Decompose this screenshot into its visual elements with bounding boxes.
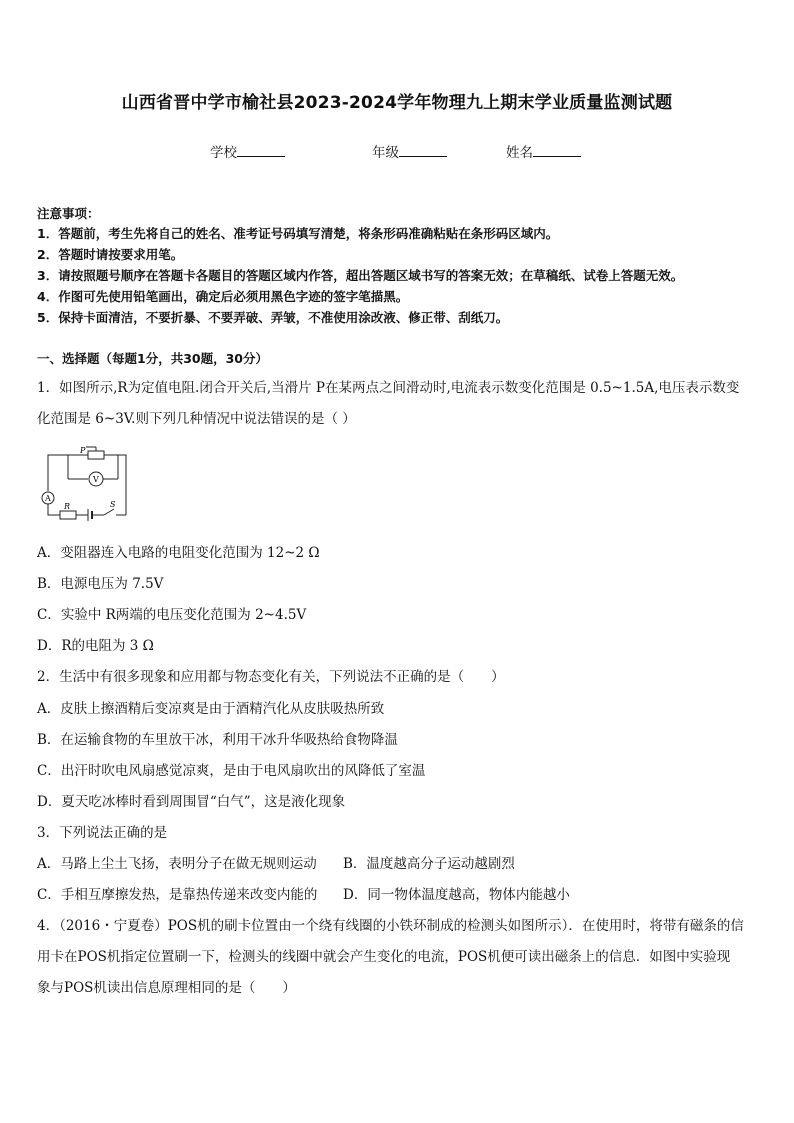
circuit-diagram [38, 445, 133, 523]
q3-option-d: D．同一物体温度越高，物体内能越小 [343, 887, 570, 903]
notice-item: 4．作图可先使用铅笔画出，确定后必须用黑色字迹的签字笔描黑。 [37, 289, 409, 304]
notice-item: 2．答题时请按要求用笔。 [37, 247, 184, 262]
q2-stem: 2．生活中有很多现象和应用都与物态变化有关，下列说法不正确的是（ ） [37, 669, 505, 685]
q4-stem: 象与POS机读出信息原理相同的是（ ） [37, 980, 296, 996]
name-blank [533, 142, 581, 157]
q1-option-d: D．R的电阻为 3 Ω [37, 638, 154, 654]
q3-option-a: A．马路上尘土飞扬，表明分子在做无规则运动 [37, 856, 317, 872]
q1-stem: 1．如图所示,R为定值电阻.闭合开关后,当滑片 P在某两点之间滑动时,电流表示数变化范围是 0.5~1.5A,电压表示数变 [37, 380, 740, 396]
q4-stem: 4．（2016・宁夏卷）POS机的刷卡位置由一个绕有线圈的小铁环制成的检测头如图所示）．在使用时，将带有磁条的信 [37, 918, 744, 934]
q1-option-c: C．实验中 R两端的电压变化范围为 2~4.5V [37, 607, 307, 623]
label-r: R [64, 502, 71, 511]
grade-label: 年级 [372, 145, 399, 161]
school-label: 学校 [210, 145, 237, 161]
q2-option-c: C．出汗时吹电风扇感觉凉爽，是由于电风扇吹出的风降低了室温 [37, 763, 426, 779]
notice-item: 1．答题前，考生先将自己的姓名、准考证号码填写清楚，将条形码准确粘贴在条形码区域内。 [37, 226, 559, 241]
notice-item: 5．保持卡面清洁，不要折暴、不要弄破、弄皱，不准使用涂改液、修正带、刮纸刀。 [37, 310, 509, 325]
grade-blank [399, 142, 447, 157]
label-v: V [93, 475, 99, 484]
q2-option-a: A．皮肤上擦酒精后变凉爽是由于酒精汽化从皮肤吸热所致 [37, 701, 385, 717]
page-title: 山西省晋中学市榆社县2023-2024学年物理九上期末学业质量监测试题 [121, 93, 673, 113]
school-field [210, 141, 285, 161]
q1-stem: 化范围是 6~3V.则下列几种情况中说法错误的是（ ） [37, 411, 356, 427]
notice-heading: 注意事项： [37, 206, 100, 221]
label-p: P [80, 446, 86, 455]
q2-option-d: D．夏天吃冰棒时看到周围冒“白气”，这是液化现象 [37, 794, 346, 810]
q4-stem: 用卡在POS机指定位置刷一下，检测头的线圈中就会产生变化的电流，POS机便可读出磁条上的信息．如图中实验现 [37, 949, 731, 965]
q3-option-c: C．手相互摩擦发热，是靠热传递来改变内能的 [37, 887, 318, 903]
q3-stem: 3．下列说法正确的是 [37, 825, 168, 841]
grade-field [372, 141, 447, 161]
q1-option-a: A．变阻器连入电路的电阻变化范围为 12~2 Ω [37, 545, 320, 561]
section-heading: 一、选择题（每题1分，共30题，30分） [37, 351, 268, 366]
label-a: A [45, 494, 51, 503]
school-blank [237, 142, 285, 157]
label-s: S [110, 500, 116, 509]
name-field [506, 141, 581, 161]
q2-option-b: B．在运输食物的车里放干冰，利用干冰升华吸热给食物降温 [37, 732, 398, 748]
name-label: 姓名 [506, 145, 533, 161]
q1-option-b: B．电源电压为 7.5V [37, 576, 164, 592]
notice-item: 3．请按照题号顺序在答题卡各题目的答题区域内作答，超出答题区域书写的答案无效；在草稿纸、试卷上答题无效。 [37, 268, 684, 283]
q3-option-b: B．温度越高分子运动越剧烈 [343, 856, 515, 872]
